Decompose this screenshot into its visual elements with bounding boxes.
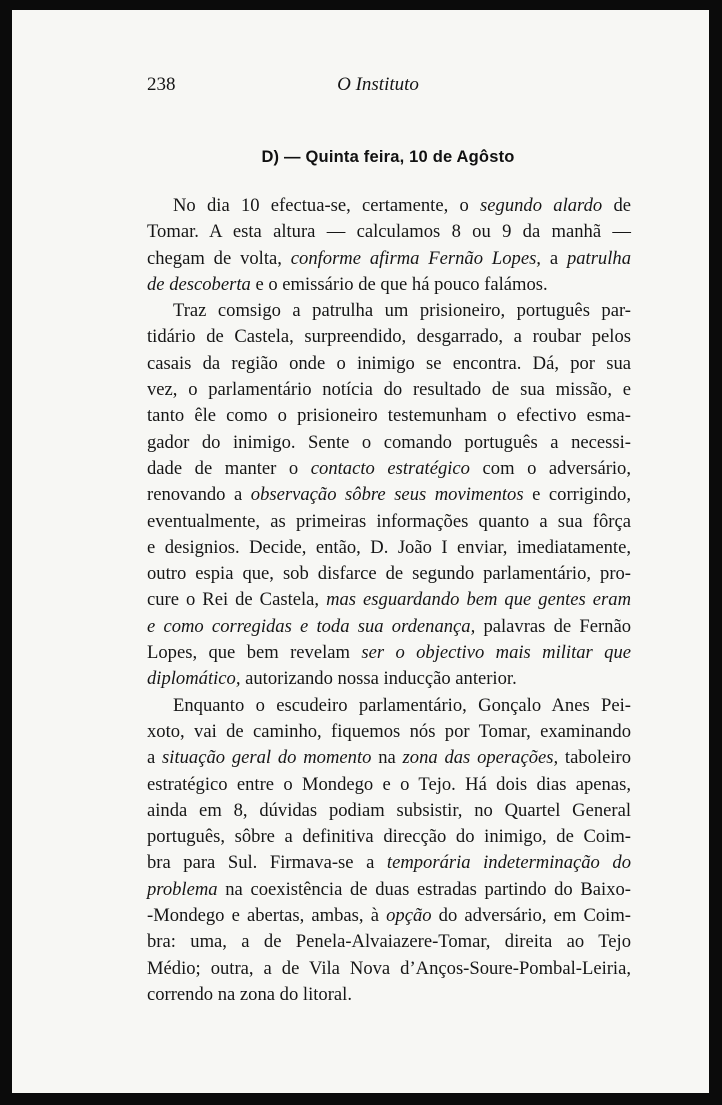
- text-line: [147, 929, 631, 955]
- text-run: chegam de volta,: [147, 247, 291, 269]
- text-run: a: [147, 747, 163, 769]
- text-line: [147, 666, 631, 692]
- text-run: com o adversário,: [469, 457, 632, 479]
- text-run: -Mondego e abertas, ambas, à: [147, 905, 387, 927]
- text-run: ainda em 8, dúvidas podiam subsistir, no Quartel General: [147, 799, 631, 821]
- italic-phrase: mas esguardando bem que gentes eram: [326, 589, 631, 611]
- italic-phrase: de descoberta: [147, 273, 251, 295]
- text-run: palavras de Fernão: [475, 615, 631, 637]
- italic-phrase: e como corregidas e toda sua ordenança,: [147, 615, 476, 637]
- text-line: [147, 324, 631, 350]
- text-run: tidário de Castela, surpreendido, desgarrado, a roubar pelos: [147, 326, 631, 348]
- text-line: [147, 982, 631, 1008]
- text-run: e corrigindo,: [523, 484, 631, 506]
- text-line: [147, 903, 631, 929]
- text-run: na coexistência de duas estradas partindo do Baixo-: [217, 878, 631, 900]
- italic-phrase: segundo alardo: [480, 195, 603, 216]
- text-run: xoto, vai de caminho, fiquemos nós por Tomar, examinando: [147, 720, 631, 742]
- italic-phrase: problema: [147, 878, 218, 900]
- text-run: outro espia que, sob disfarce de segundo parlamentário, pro-: [147, 563, 631, 585]
- text-line: [147, 772, 631, 798]
- italic-phrase: diplomático,: [147, 668, 241, 690]
- text-line: [147, 640, 631, 666]
- text-run: dade de manter o: [147, 457, 311, 479]
- text-line: [147, 272, 631, 298]
- text-line: [147, 850, 631, 876]
- text-run: estratégico entre o Mondego e o Tejo. Há dois dias apenas,: [147, 773, 631, 795]
- text-line: [147, 219, 631, 245]
- text-line: [147, 877, 631, 903]
- italic-phrase: contacto estratégico: [310, 457, 470, 479]
- text-run: correndo na zona do litoral.: [147, 983, 352, 1005]
- italic-phrase: patrulha: [566, 247, 631, 269]
- text-run: de: [602, 195, 631, 216]
- text-line: [147, 561, 631, 587]
- running-head: [147, 74, 609, 98]
- italic-phrase: ser o objectivo mais militar que: [361, 642, 631, 664]
- text-line: [147, 351, 631, 377]
- text-run: autorizando nossa inducção anterior.: [240, 668, 517, 690]
- text-run: Tomar. A esta altura — calculamos 8 ou 9 da manhã —: [147, 221, 631, 243]
- body-text: [147, 193, 631, 1008]
- text-run: vez, o parlamentário notícia do resultado de sua missão, e: [147, 379, 631, 401]
- italic-phrase: temporária indeterminação do: [386, 852, 632, 874]
- text-run: e designios. Decide, então, D. João I enviar, imediatamente,: [147, 536, 631, 558]
- text-run: renovando a: [147, 484, 251, 506]
- text-line: [147, 745, 631, 771]
- text-run: Lopes, que bem revelam: [147, 642, 362, 664]
- text-run: eventualmente, as primeiras informações quanto a sua fôrça: [147, 510, 631, 532]
- text-line: [147, 403, 631, 429]
- text-line: [147, 456, 631, 482]
- text-line: [147, 535, 631, 561]
- text-line: [147, 246, 631, 272]
- italic-phrase: zona das operações,: [402, 747, 559, 769]
- running-title: O Instituto: [337, 74, 419, 95]
- italic-phrase: opção: [386, 905, 432, 927]
- text-line: [147, 798, 631, 824]
- text-line: [147, 193, 631, 219]
- text-line: [147, 693, 631, 719]
- text-run: bra para Sul. Firmava-se a: [147, 852, 387, 874]
- text-run: casais da região onde o inimigo se encontra. Dá, por sua: [147, 352, 631, 374]
- text-run: a: [540, 247, 567, 269]
- text-run: do adversário, em Coim-: [431, 905, 631, 927]
- text-line: [147, 377, 631, 403]
- text-line: [147, 587, 631, 613]
- section-heading: D) — Quinta feira, 10 de Agôsto: [261, 148, 515, 166]
- italic-phrase: situação geral do momento: [162, 747, 372, 769]
- text-run: Traz comsigo a patrulha um prisioneiro, português par-: [173, 300, 631, 322]
- text-line: [147, 430, 631, 456]
- text-line: [147, 482, 631, 508]
- text-line: [147, 298, 631, 324]
- text-line: [147, 614, 631, 640]
- text-run: português, sôbre a definitiva direcção do inimigo, de Coim-: [147, 826, 631, 848]
- text-run: cure o Rei de Castela,: [147, 589, 327, 611]
- text-line: [147, 956, 631, 982]
- text-run: taboleiro: [558, 747, 632, 769]
- text-line: [147, 509, 631, 535]
- text-line: [147, 824, 631, 850]
- italic-phrase: observação sôbre seus movimentos: [250, 484, 524, 506]
- page-number: 238: [147, 74, 176, 95]
- text-run: tanto êle como o prisioneiro testemunham o efectivo esma-: [147, 405, 631, 427]
- italic-phrase: conforme afirma Fernão Lopes,: [290, 247, 541, 269]
- text-run: na: [371, 747, 403, 769]
- book-page: [12, 10, 709, 1093]
- text-run: Médio; outra, a de Vila Nova d’Anços-Soure-Pombal-Leiria,: [147, 957, 631, 979]
- text-run: bra: uma, a de Penela-Alvaiazere-Tomar, direita ao Tejo: [147, 931, 631, 953]
- text-run: e o emissário de que há pouco falámos.: [250, 273, 548, 295]
- text-line: [147, 719, 631, 745]
- text-run: gador do inimigo. Sente o comando português a necessi-: [147, 431, 631, 453]
- text-run: Enquanto o escudeiro parlamentário, Gonçalo Anes Pei-: [173, 694, 631, 716]
- text-run: No dia 10 efectua-se, certamente, o: [173, 195, 481, 216]
